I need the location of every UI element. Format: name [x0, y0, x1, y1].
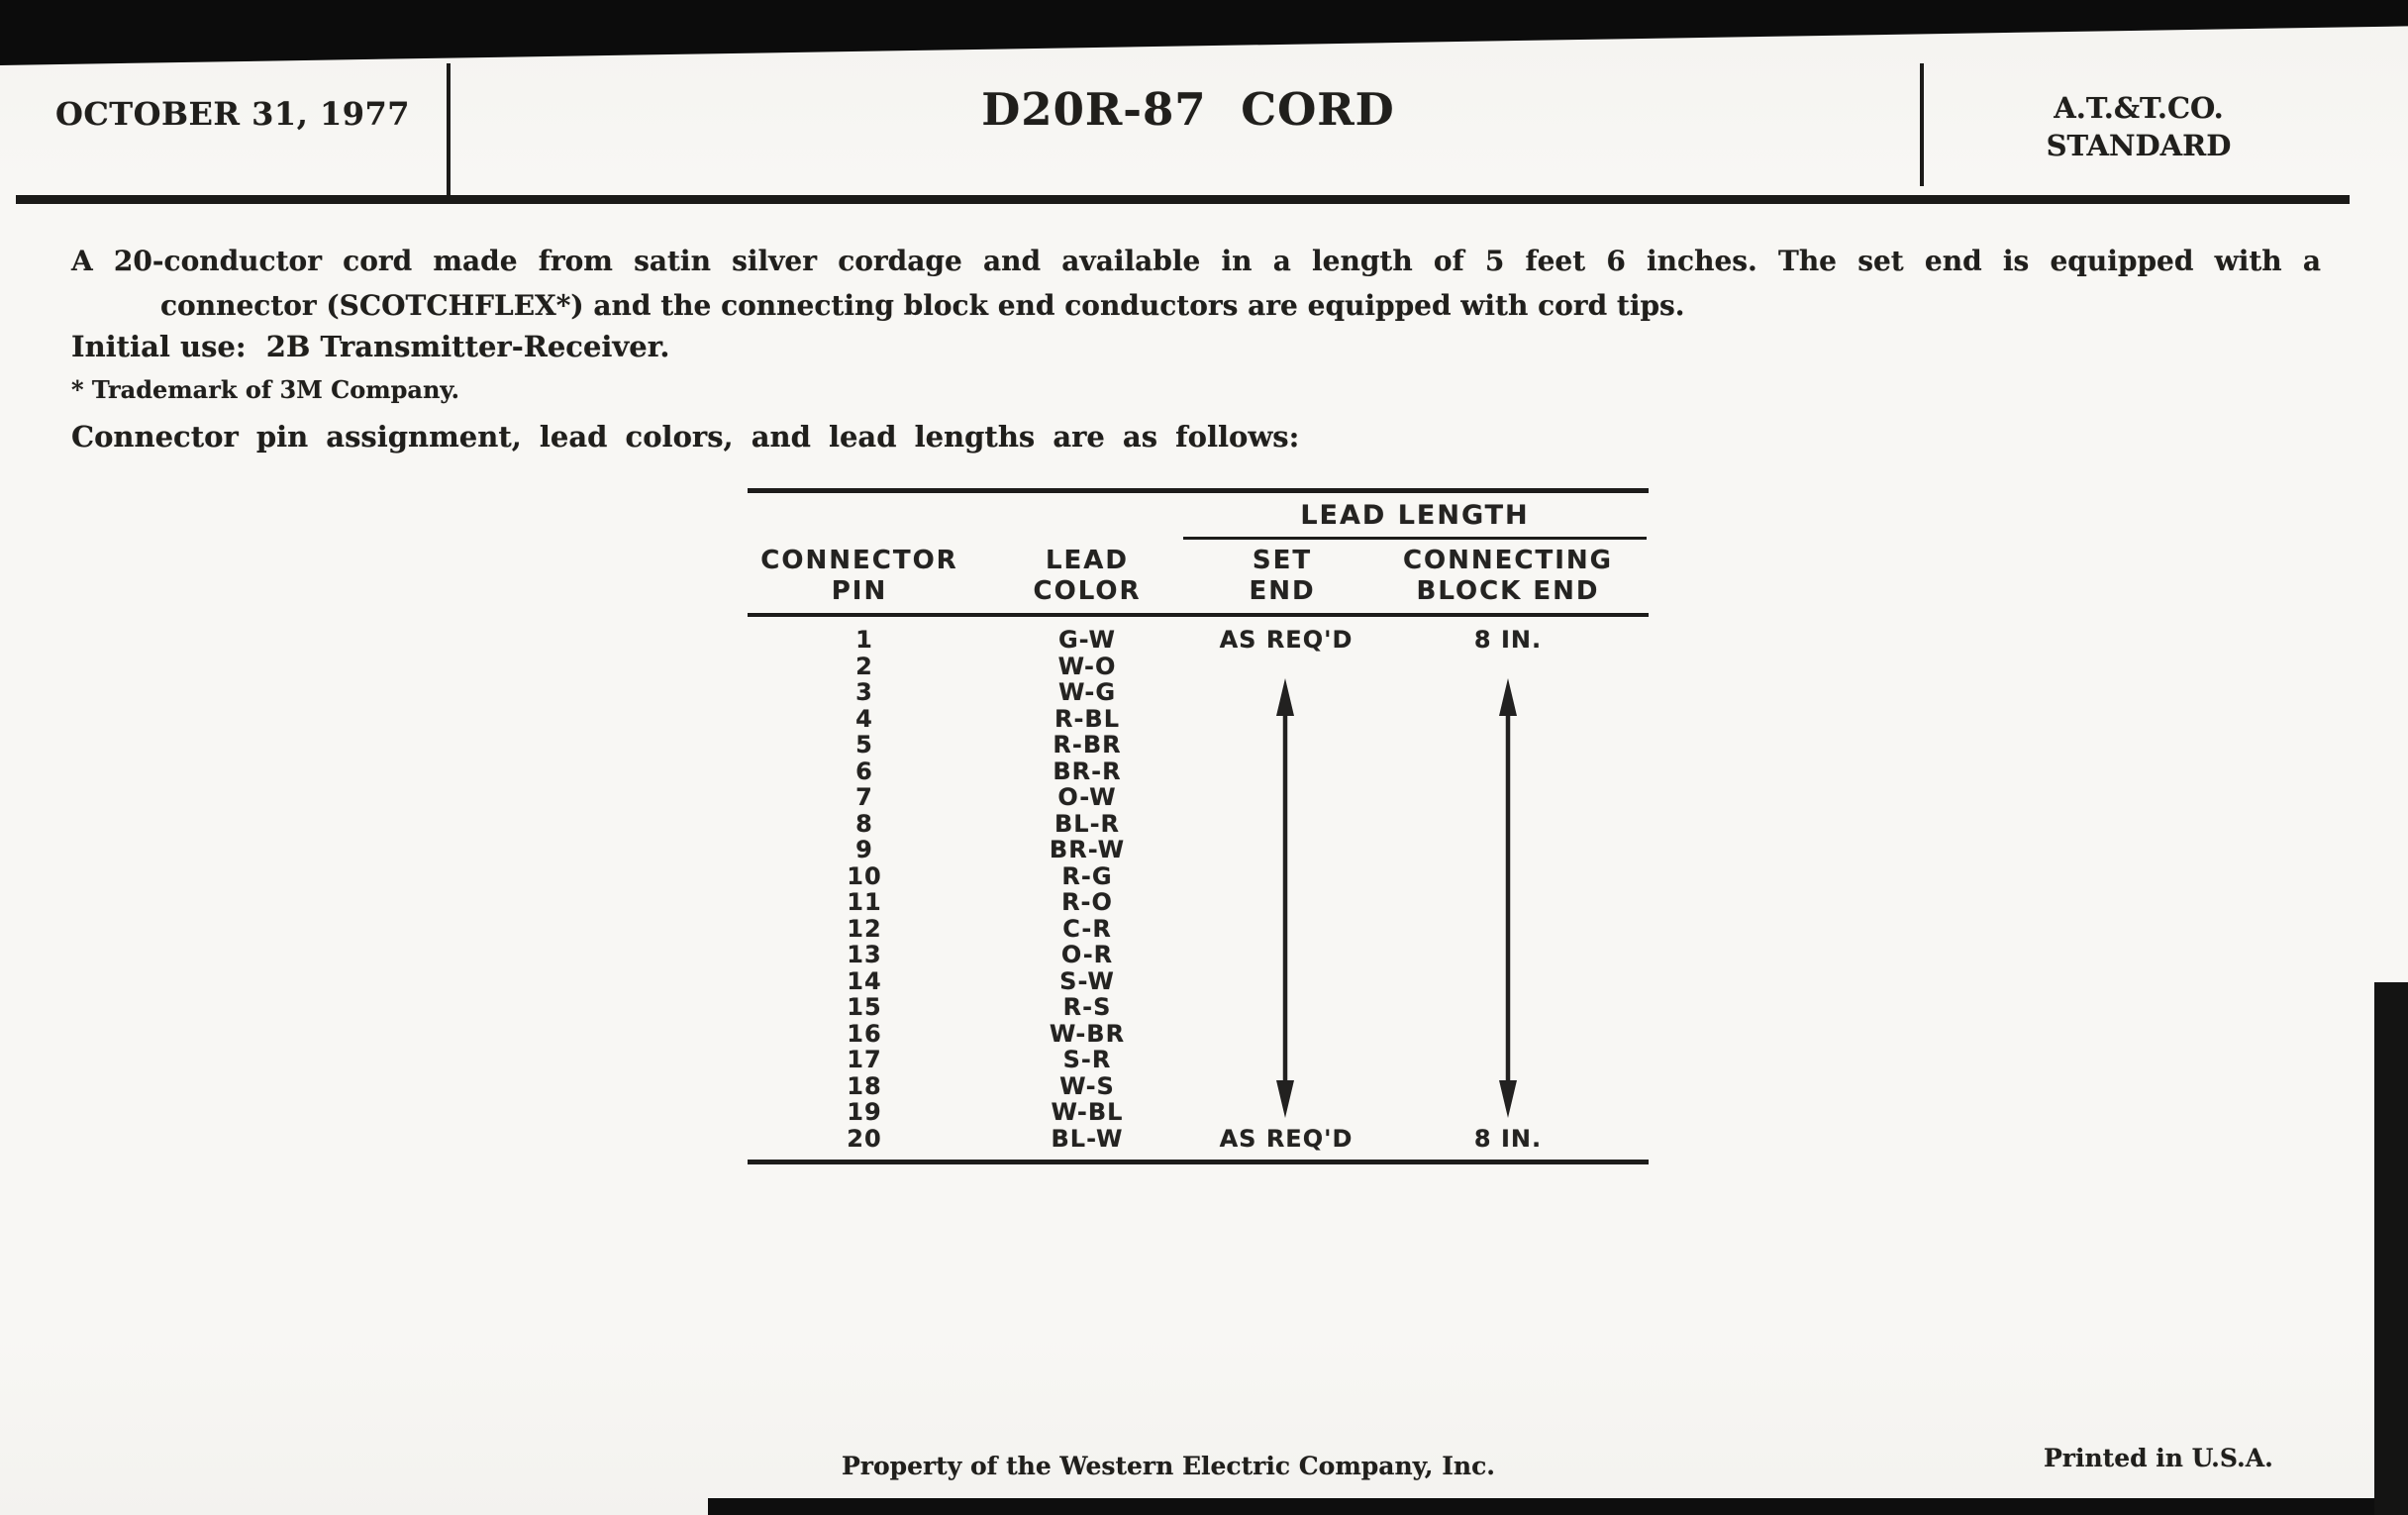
- document-date: OCTOBER 31, 1977: [54, 95, 411, 133]
- connector-pin-number: 8: [855, 809, 873, 838]
- header-rule: [16, 195, 2350, 204]
- column-header-line: END: [1249, 576, 1316, 606]
- connector-pin-number: 16: [847, 1019, 882, 1048]
- connector-pin-number: 20: [847, 1124, 882, 1153]
- connector-pin-number: 2: [855, 652, 873, 680]
- connector-pin-number: 6: [855, 757, 873, 785]
- printed-notice: Printed in U.S.A.: [2044, 1444, 2273, 1472]
- lead-color-code: R-S: [1062, 993, 1112, 1021]
- pin-assignment-table: [748, 488, 1649, 1173]
- connector-pin-number: 17: [847, 1046, 882, 1073]
- lead-color-code: BL-W: [1051, 1124, 1124, 1153]
- lead-length-header: LEAD LENGTH: [1300, 500, 1530, 531]
- description-line-2: connector (SCOTCHFLEX*) and the connecting block end conductors are equipped with cord tips.: [160, 289, 1685, 322]
- connector-pin-number: 14: [847, 966, 882, 995]
- lead-color-code: S-R: [1062, 1046, 1112, 1073]
- set-end-range-arrow-icon: [1270, 676, 1300, 1120]
- connector-pin-number: 5: [855, 731, 873, 758]
- scan-bottom-edge-artifact: [708, 1498, 2408, 1515]
- org-standard-label: [1990, 89, 2287, 164]
- connector-pin-number: 7: [855, 783, 873, 811]
- block-end-length-bottom: 8 IN.: [1473, 1124, 1543, 1153]
- column-header-line: BLOCK END: [1416, 576, 1600, 606]
- column-header-line: LEAD: [1045, 546, 1130, 575]
- header-divider-left: [447, 63, 451, 204]
- connector-pin-number: 12: [847, 914, 882, 943]
- connector-pin-number: 9: [855, 836, 873, 863]
- column-header-lead-color: [988, 546, 1186, 607]
- lead-color-code: BR-R: [1053, 757, 1122, 785]
- lead-color-code: BR-W: [1049, 836, 1126, 863]
- column-header-line: COLOR: [1033, 576, 1142, 606]
- column-header-set-end: [1183, 546, 1381, 607]
- scan-top-edge-artifact: [0, 0, 2408, 65]
- lead-color-code: W-O: [1057, 652, 1117, 680]
- lead-color-code: R-BR: [1053, 731, 1122, 758]
- connector-pin-number: 4: [855, 704, 873, 733]
- initial-use-line: Initial use: 2B Transmitter-Receiver.: [71, 330, 670, 363]
- lead-color-code: O-W: [1057, 783, 1117, 811]
- lead-color-code: W-BL: [1051, 1098, 1124, 1126]
- connector-pin-number: 11: [847, 888, 882, 916]
- lead-color-code: C-R: [1062, 914, 1112, 943]
- lead-color-code: R-O: [1061, 888, 1113, 916]
- column-header-line: PIN: [831, 576, 888, 606]
- lead-color-code: O-R: [1060, 941, 1114, 968]
- set-end-length-top: AS REQ'D: [1219, 626, 1354, 654]
- connector-pin-number: 15: [847, 993, 882, 1021]
- column-header-line: CONNECTING: [1402, 546, 1614, 575]
- connector-pin-number: 13: [847, 941, 882, 968]
- header-divider-right: [1920, 63, 1924, 186]
- org-name: A.T.&T.CO.: [2054, 91, 2224, 125]
- org-standard: STANDARD: [2046, 129, 2232, 162]
- lead-length-underline: [1183, 537, 1647, 540]
- connector-pin-number: 19: [847, 1098, 882, 1126]
- connector-pin-number: 3: [855, 678, 873, 706]
- lead-color-code: R-BL: [1054, 704, 1121, 733]
- block-end-range-arrow-icon: [1493, 676, 1523, 1120]
- document-title: D20R-87 CORD: [981, 83, 1395, 136]
- table-header-rule: [748, 613, 1649, 617]
- description-paragraph: [71, 239, 2321, 328]
- lead-color-code: G-W: [1057, 626, 1117, 654]
- column-header-line: SET: [1252, 546, 1313, 575]
- connector-pin-number: 10: [847, 861, 882, 890]
- table-bottom-rule: [748, 1160, 1649, 1164]
- lead-color-code: W-BR: [1049, 1019, 1126, 1048]
- set-end-length-bottom: AS REQ'D: [1219, 1124, 1354, 1153]
- table-top-rule: [748, 488, 1649, 493]
- column-header-connector-pin: [760, 546, 958, 607]
- column-header-line: CONNECTOR: [760, 546, 958, 575]
- lead-color-code: W-S: [1059, 1071, 1115, 1100]
- trademark-footnote: * Trademark of 3M Company.: [71, 375, 459, 404]
- lead-color-code: W-G: [1057, 678, 1117, 706]
- lead-color-code: BL-R: [1054, 809, 1121, 838]
- table-intro-line: Connector pin assignment, lead colors, and lead lengths are as follows:: [71, 420, 1300, 454]
- lead-color-code: S-W: [1059, 966, 1115, 995]
- scan-right-edge-artifact: [2374, 982, 2408, 1515]
- column-header-connecting-block-end: [1369, 546, 1647, 607]
- property-notice: Property of the Western Electric Company, Inc.: [841, 1452, 1495, 1480]
- connector-pin-number: 18: [847, 1071, 882, 1100]
- block-end-length-top: 8 IN.: [1473, 626, 1543, 654]
- description-line-1: A 20-conductor cord made from satin silver cordage and available in a length of 5 feet 6 inches. The set end is equipped with a: [71, 245, 2321, 277]
- connector-pin-number: 1: [855, 626, 873, 654]
- lead-color-code: R-G: [1061, 861, 1113, 890]
